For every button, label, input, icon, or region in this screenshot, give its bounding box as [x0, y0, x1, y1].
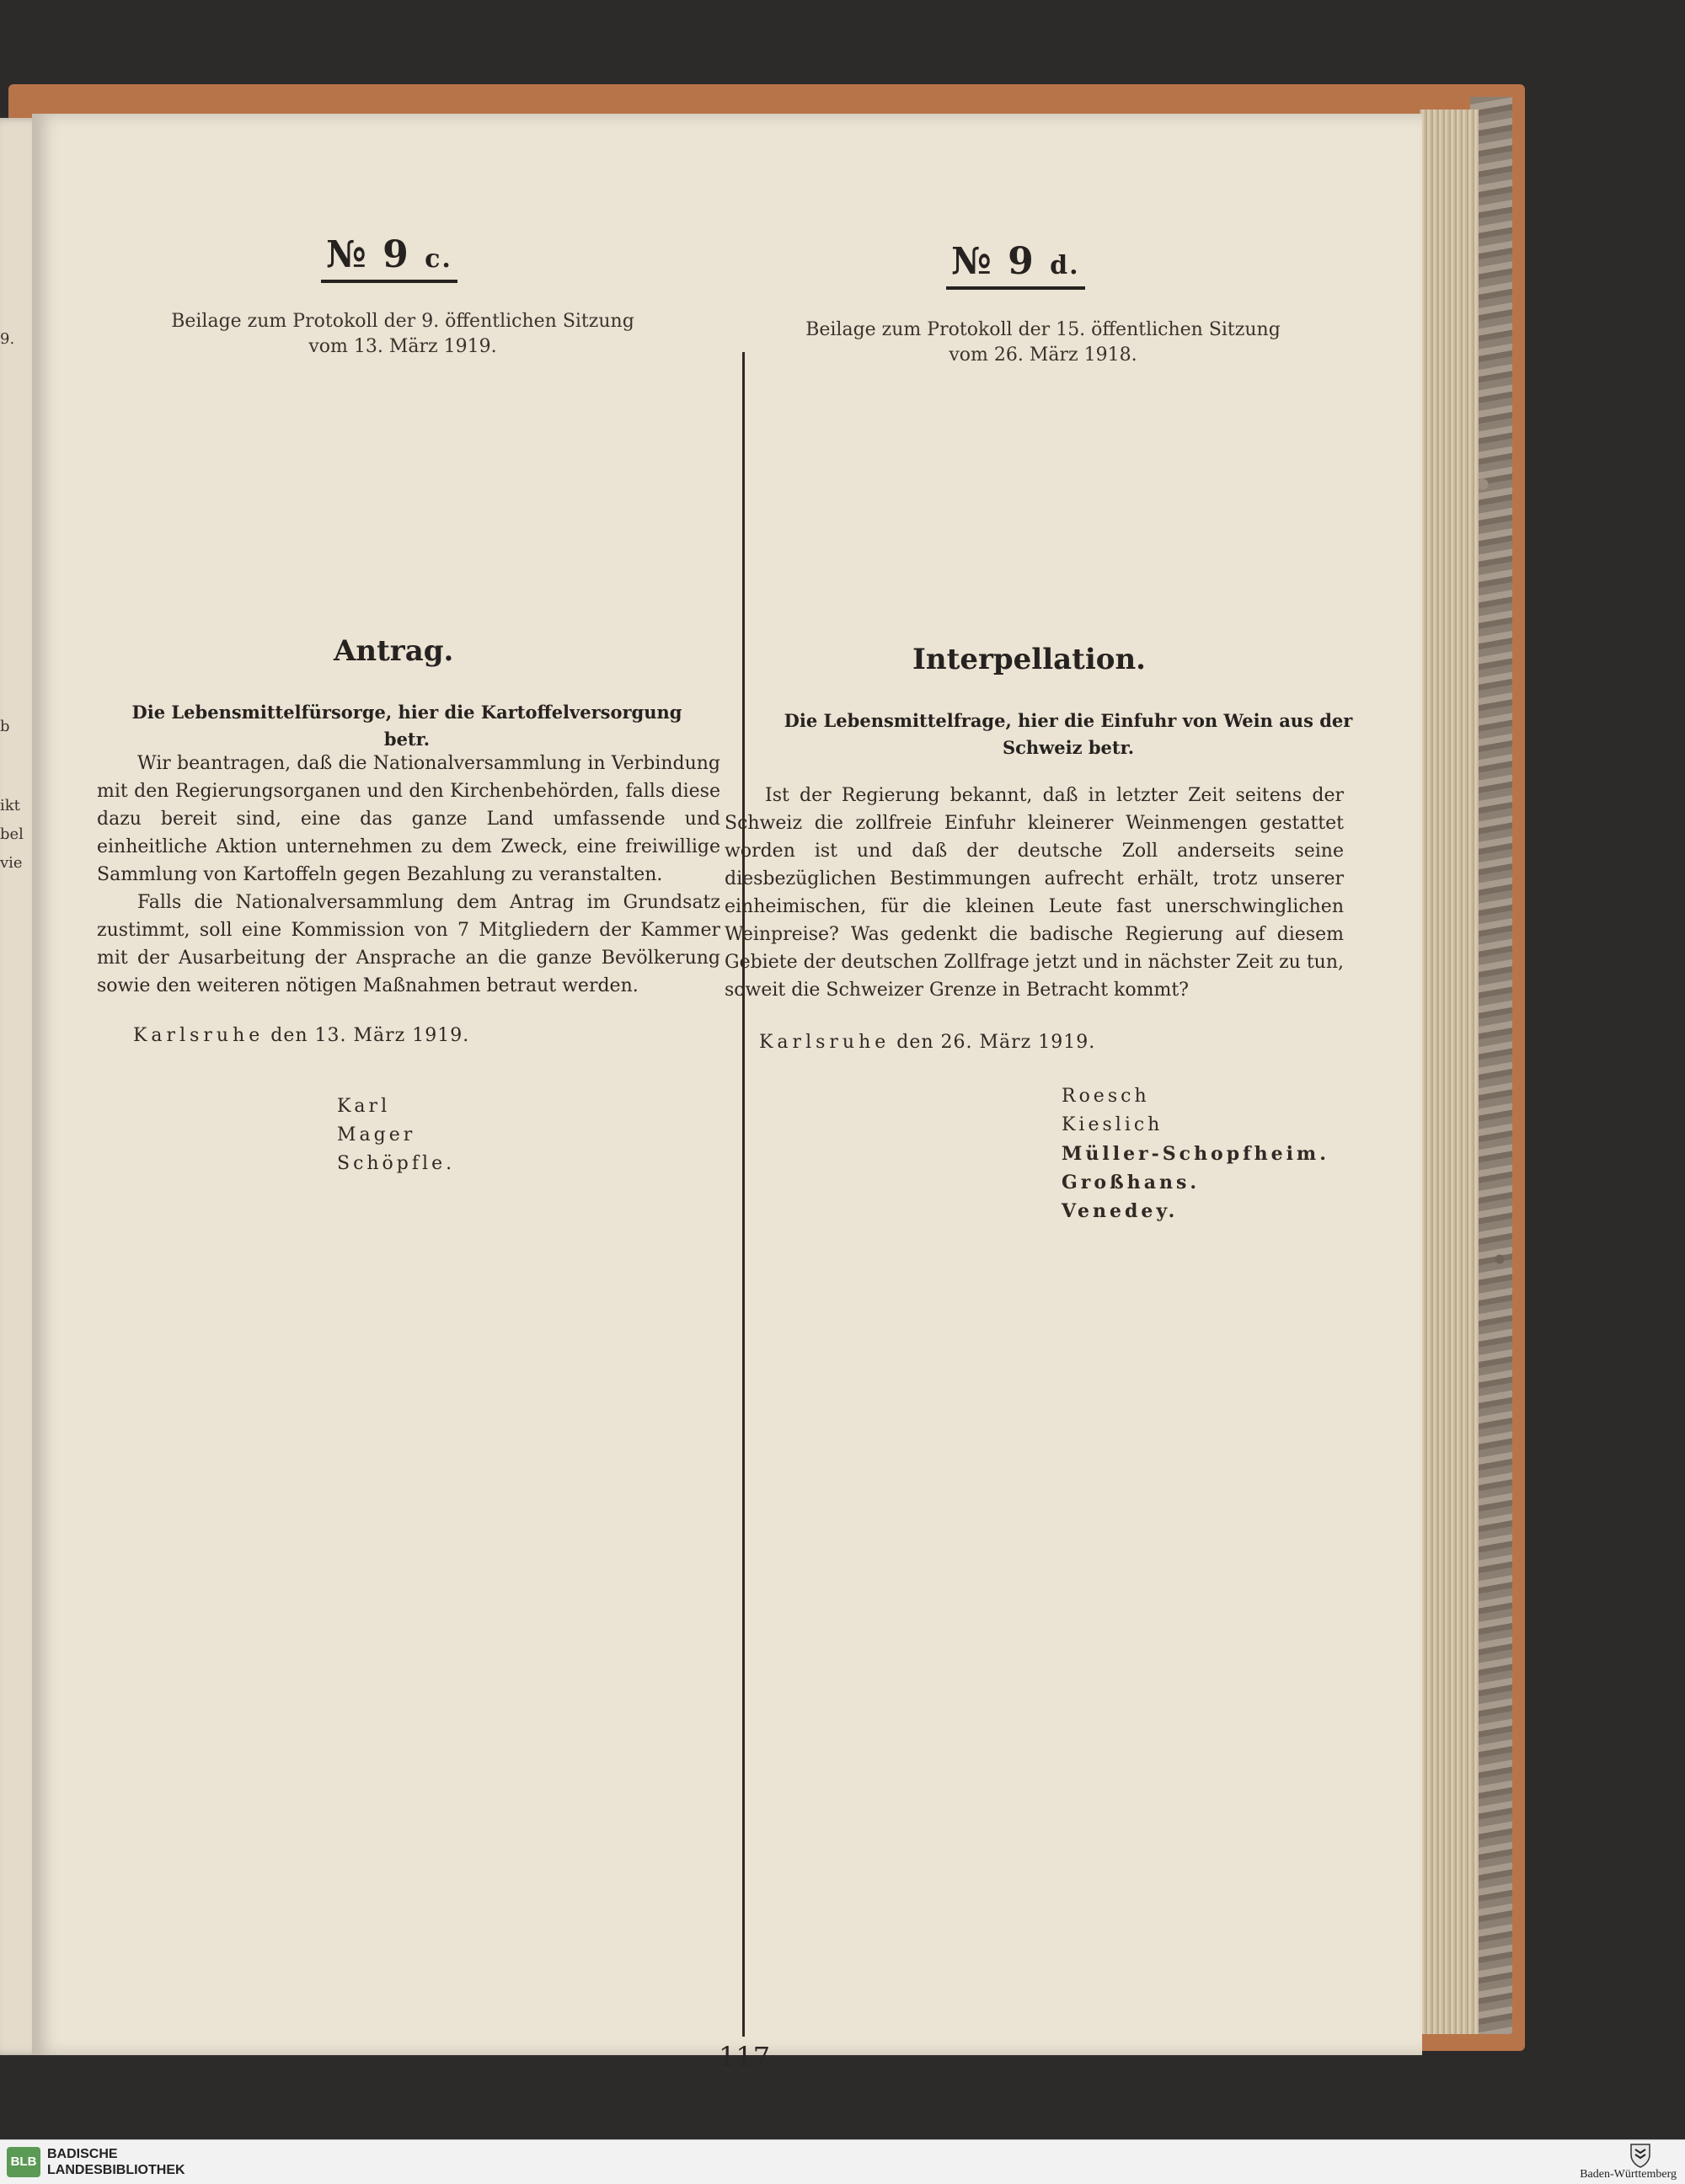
page-117	[32, 114, 1422, 2073]
paragraph: Wir beantragen, daß die Nationalversammlung in Verbindung mit den Regierungsorganen und den Kirchenbehörden, falls diese dazu bereit sind, eine das ganze Land umfassende und einheitliche Aktion unternehmen zu dem Zweck, eine freiwillige Sammlung von Kartoffeln gegen Bezahlung zu veranstalten.	[97, 753, 720, 885]
attachment-note-left	[142, 309, 664, 360]
signatories-right	[1062, 1082, 1329, 1225]
paragraph: Ist der Regierung bekannt, daß in letzter Zeit seitens der Schweiz die zollfreie Einfuhr kleinerer Weinmengen gestattet worden ist und daß der deutsche Zoll anderseits seine diesbezüglichen Bestimmungen aufrecht erhält, trotz unserer einheimischen, für die kleinen Leute fast unerschwinglichen Weinpreise? Was gedenkt die badische Regierung auf diesem Gebiete der deutschen Zollfrage jetzt und in nächster Zeit zu tun, soweit die Schweizer Grenze in Betracht kommt?	[725, 785, 1345, 1001]
paragraph: Falls die Nationalversammlung dem Antrag im Grundsatz zustimmt, soll eine Kommission von 7 Mitgliedern der Kammer mit der Ausarbeitung der Ansprache an die ganze Bevölkerung sowie den weiteren nötigen Maßnahmen betraut werden.	[97, 892, 720, 996]
footer-bar	[0, 2139, 1685, 2184]
library-name	[47, 2146, 185, 2178]
body-left	[97, 750, 720, 1000]
signatories-left	[337, 1092, 455, 1178]
previous-page-fragment: bel	[0, 825, 24, 843]
signatory: Großhans.	[1062, 1172, 1201, 1193]
signatory: Kieslich	[1062, 1114, 1163, 1135]
heading-left: Antrag.	[334, 634, 454, 668]
signatory: Roesch	[1062, 1086, 1150, 1107]
previous-page-fragment: ikt	[0, 797, 20, 814]
place: Karlsruhe	[759, 1032, 891, 1053]
blb-logo: BLB	[7, 2147, 40, 2177]
coat-of-arms-icon	[1629, 2143, 1651, 2168]
place-date-right	[759, 1032, 1095, 1053]
number-suffix: d.	[1050, 251, 1080, 280]
attachment-note-line: Beilage zum Protokoll der 15. öffentlichen Sitzung	[805, 319, 1281, 340]
number-suffix: c.	[425, 244, 452, 274]
attachment-note-line: Beilage zum Protokoll der 9. öffentlichen Sitzung	[171, 311, 634, 332]
subject-left: Die Lebensmittelfürsorge, hier die Kartoffelversorgung betr.	[131, 702, 682, 750]
document-number-left	[321, 233, 457, 283]
heading-right: Interpellation.	[912, 643, 1146, 676]
page-number: 117	[719, 2041, 771, 2073]
attachment-note-right	[748, 318, 1338, 368]
signatory: Schöpfle.	[337, 1153, 456, 1174]
attachment-note-date: vom 26. März 1918.	[949, 344, 1137, 366]
page-edges	[1420, 109, 1479, 2034]
date: den 26. März 1919.	[896, 1032, 1096, 1053]
library-name-line: BADISCHE	[47, 2147, 118, 2161]
signatory: Karl	[337, 1096, 391, 1117]
state-name: Baden-Württemberg	[1580, 2168, 1677, 2181]
date: den 13. März 1919.	[270, 1025, 470, 1046]
place: Karlsruhe	[133, 1025, 265, 1046]
signatory: Venedey.	[1062, 1200, 1179, 1222]
previous-page-fragment: 9.	[0, 330, 15, 348]
previous-page-fragment: vie	[0, 854, 23, 872]
place-date-left	[133, 1025, 469, 1046]
body-right	[725, 782, 1344, 1004]
number-label: № 9	[951, 240, 1035, 283]
previous-page-fragment: b	[0, 718, 10, 735]
column-divider	[742, 352, 745, 2037]
library-name-line: LANDESBIBLIOTHEK	[47, 2163, 185, 2177]
attachment-note-date: vom 13. März 1919.	[308, 336, 497, 357]
signatory: Mager	[337, 1124, 416, 1145]
number-label: № 9	[326, 233, 410, 276]
signatory: Müller-Schopfheim.	[1062, 1143, 1329, 1165]
subject-right: Die Lebensmittelfrage, hier die Einfuhr von Wein aus der Schweiz betr.	[784, 710, 1353, 758]
document-number-right	[946, 240, 1085, 290]
